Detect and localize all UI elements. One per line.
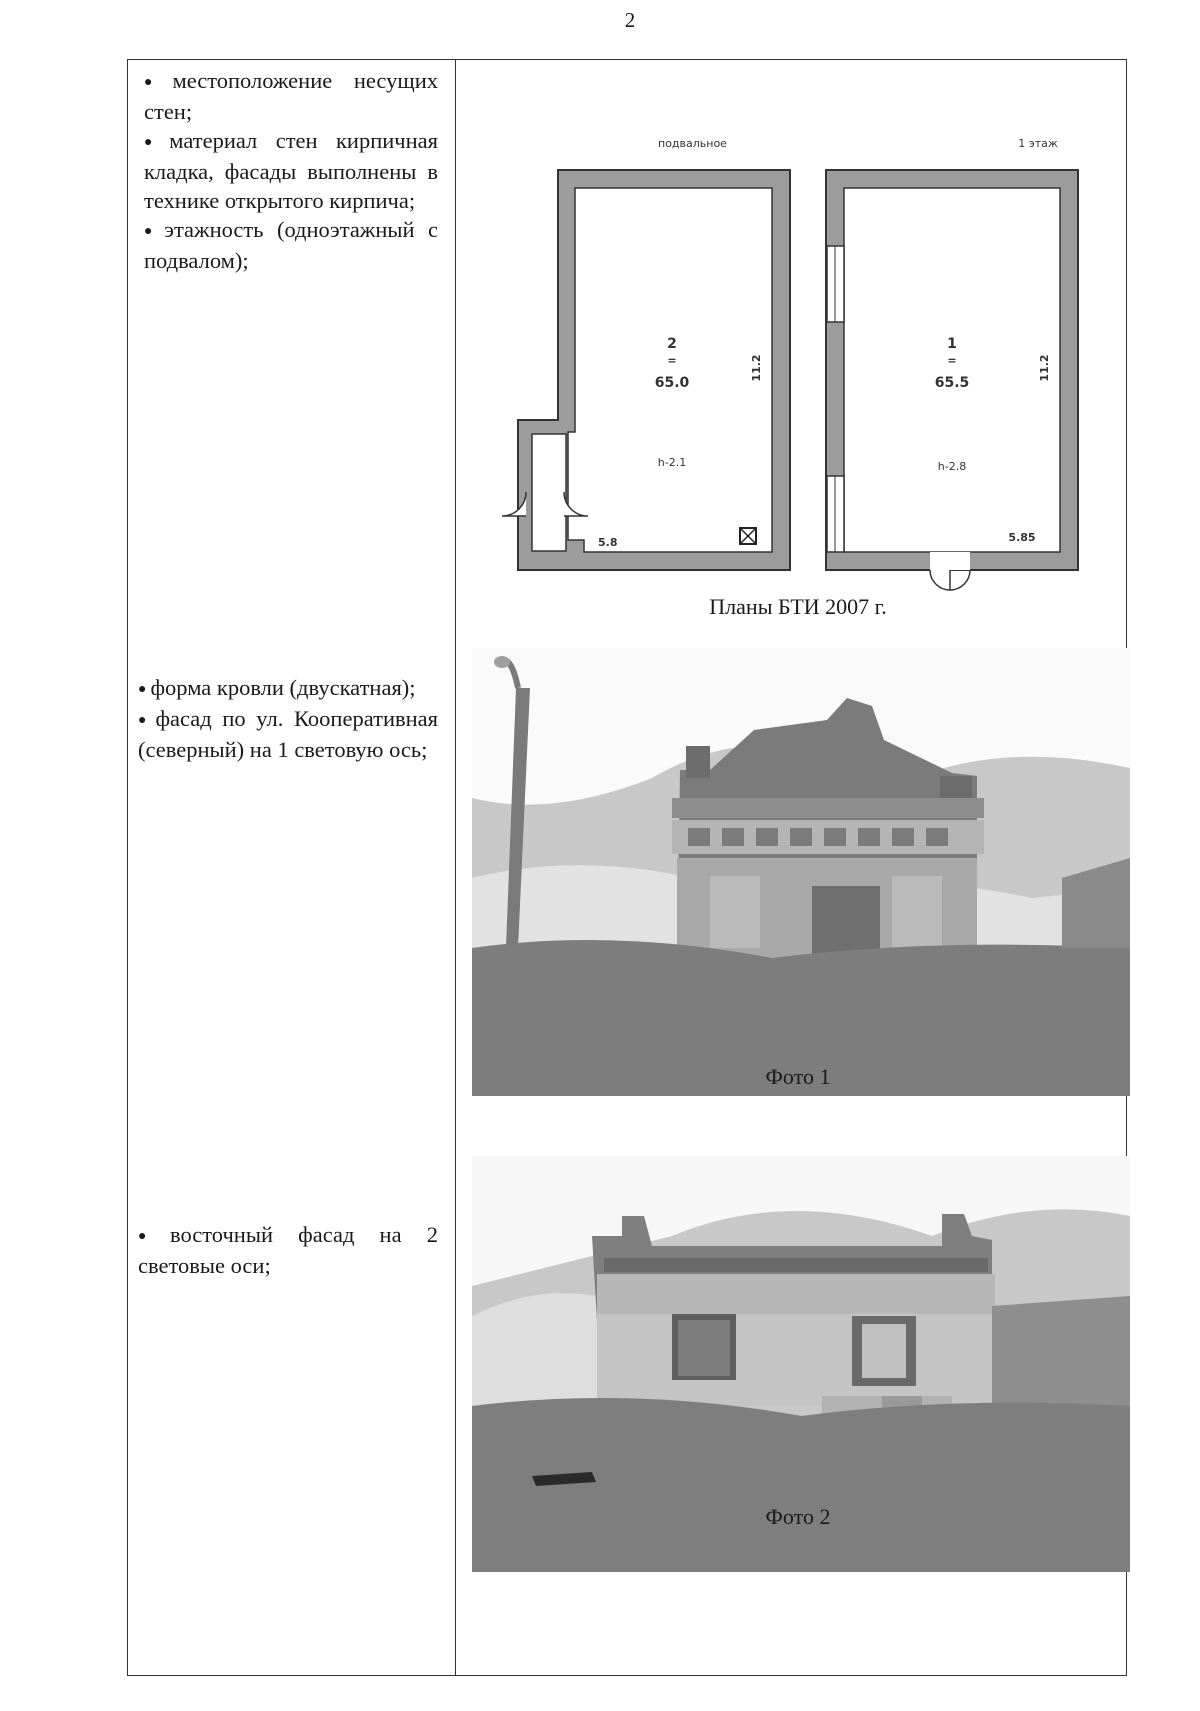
first-floor-room [844,188,1060,552]
list-item: ● этажность (одноэтажный с подвалом); [144,217,438,273]
row-2-text [138,673,438,764]
document-table [127,59,1127,1676]
list-item: ● местоположение несущих стен; [144,68,438,124]
first-floor-length: 11.2 [1038,354,1051,382]
entrance-door-icon [930,570,950,590]
bullet-icon: ● [138,1229,166,1244]
list-item: ● форма кровли (двускатная); [138,675,416,700]
first-floor-area: 65.5 [934,375,970,391]
bullet-icon: ● [144,224,161,239]
basement-area: 65.0 [654,375,690,391]
bullet-icon: ● [138,682,147,697]
list-item: ● восточный фасад на 2 световые оси; [138,1222,438,1278]
page-number: 2 [624,8,636,32]
bti-floor-plans [478,72,1108,602]
row-3-text [138,1220,438,1280]
row-1-text [144,66,438,275]
bullet-icon: ● [138,713,152,728]
first-floor-room-number: 1 [947,336,957,352]
first-floor-plan-title: 1 этаж [1018,137,1058,150]
photo-2-caption: Фото 2 [765,1504,831,1529]
basement-length: 11.2 [750,354,763,382]
photo-north-facade [472,648,1130,1096]
bullet-icon: ● [144,135,166,150]
list-item: ● материал стен кирпичная кладка, фасады выполнены в технике открытого кирпича; [144,128,438,213]
bullet-icon: ● [144,75,169,90]
basement-room [568,188,772,552]
basement-plan-title: подвальное [658,137,727,150]
svg-text:=: = [947,354,957,367]
basement-width: 5.8 [598,536,618,549]
plans-caption: Планы БТИ 2007 г. [709,594,887,619]
svg-text:=: = [667,354,677,367]
column-divider [455,60,456,1675]
list-item: ● фасад по ул. Кооперативная (северный) на 1 световую ось; [138,706,438,762]
basement-height: h-2.1 [657,456,687,469]
first-floor-width: 5.85 [1008,531,1036,544]
first-floor-height: h-2.8 [937,460,967,473]
basement-room-number: 2 [667,336,677,352]
photo-1-caption: Фото 1 [765,1064,831,1089]
basement-vestibule [532,434,566,551]
